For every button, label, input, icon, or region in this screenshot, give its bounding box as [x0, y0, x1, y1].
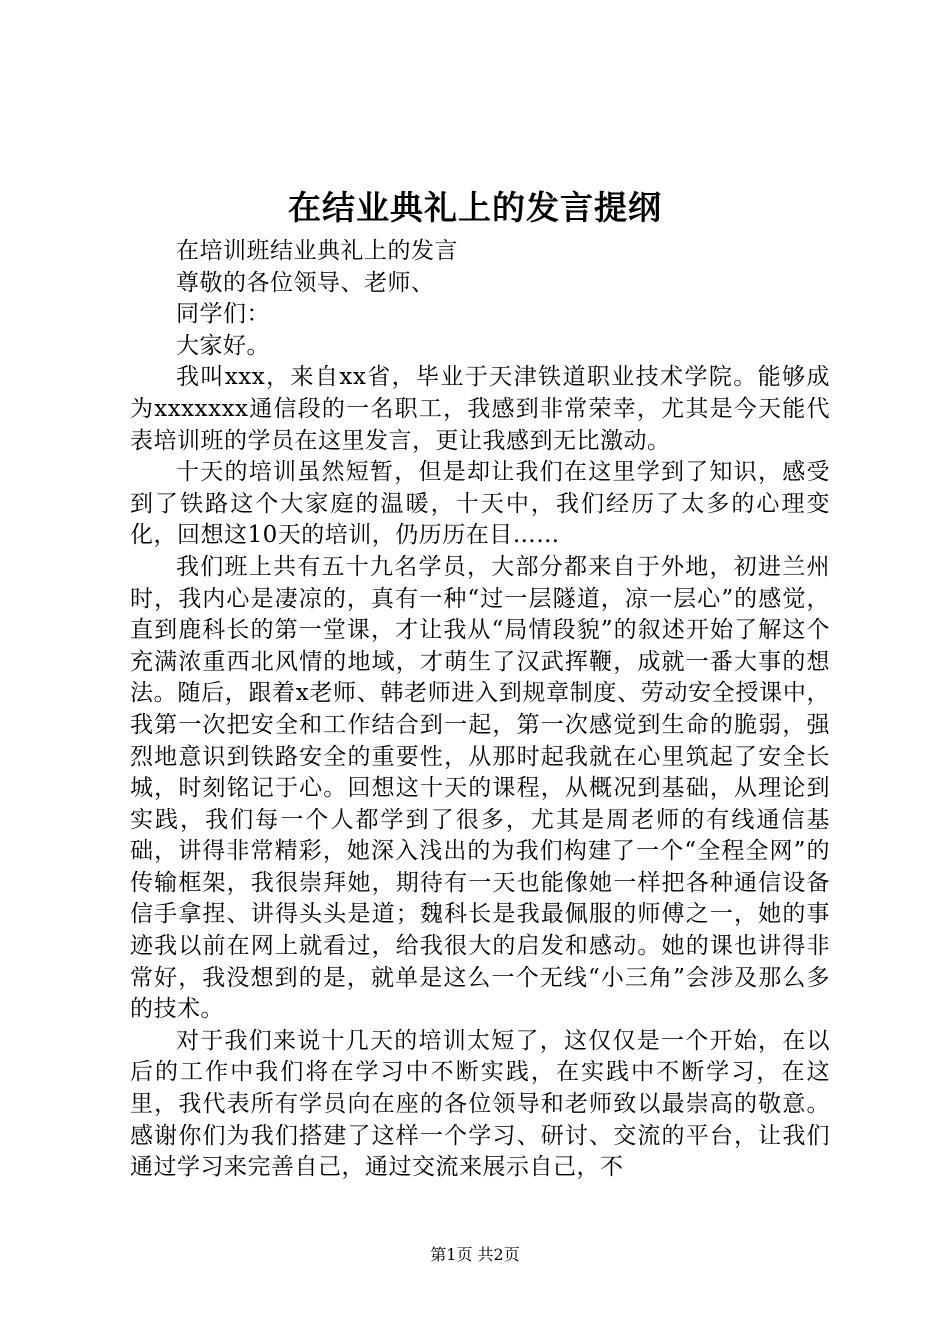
paragraph-greeting: 大家好。: [176, 332, 270, 359]
paragraph-thanks: 对于我们来说十几天的培训太短了，这仅仅是一个开始，在以后的工作中我们将在学习中不断实践，在实践中不断学习，在这里，我代表所有学员向在座的各位领导和老师致以最崇高的敬意。感谢你们为我们搭建了这样一个学习、研讨、交流的平台，让我们通过学习来完善自己，通过交流来展示自己，不: [130, 1027, 830, 1181]
paragraph-salutation-continued: 同学们：: [176, 301, 270, 328]
document-body: [130, 236, 830, 1184]
paragraph-class-experience: 我们班上共有五十九名学员，大部分都来自于外地，初进兰州时，我内心是凄凉的，真有一种“过一层隧道，凉一层心”的感觉，直到鹿科长的第一堂课，才让我从“局情段貌”的叙述开始了解这个充满浓重西北风情的地域，才萌生了汉武挥鞭，成就一番大事的想法。随后，跟着x老师、韩老师进入到规章制度、劳动安全授课中，我第一次把安全和工作结合到一起，第一次感觉到生命的脆弱，强烈地意识到铁路安全的重要性，从那时起我就在心里筑起了安全长城，时刻铭记于心。回想这十天的课程，从概况到基础，从理论到实践，我们每一个人都学到了很多，尤其是周老师的有线通信基础，讲得非常精彩，她深入浅出的为我们构建了一个“全程全网”的传输框架，我很崇拜她，期待有一天也能像她一样把各种通信设备信手拿捏、讲得头头是道；魏科长是我最佩服的师傅之一，她的事迹我以前在网上就看过，给我很大的启发和感动。她的课也讲得非常好，我没想到的是，就单是这么一个无线“小三角”会涉及那么多的技术。: [130, 553, 830, 1023]
document-title: 在结业典礼上的发言提纲: [288, 188, 662, 227]
page-footer: 第1页 共2页: [430, 1245, 520, 1264]
paragraph-heading: 在培训班结业典礼上的发言: [176, 238, 458, 264]
paragraph-salutation: 尊敬的各位领导、老师、: [176, 269, 435, 296]
paragraph-training-summary: 十天的培训虽然短暂，但是却让我们在这里学到了知识，感受到了铁路这个大家庭的温暖，十天中，我们经历了太多的心理变化，回想这10天的培训，仍历历在目……: [130, 459, 830, 549]
paragraph-introduction: 我叫xxx，来自xx省，毕业于天津铁道职业技术学院。能够成为xxxxxxx通信段的一名职工，我感到非常荣幸，尤其是今天能代表培训班的学员在这里发言，更让我感到无比激动。: [130, 364, 830, 454]
